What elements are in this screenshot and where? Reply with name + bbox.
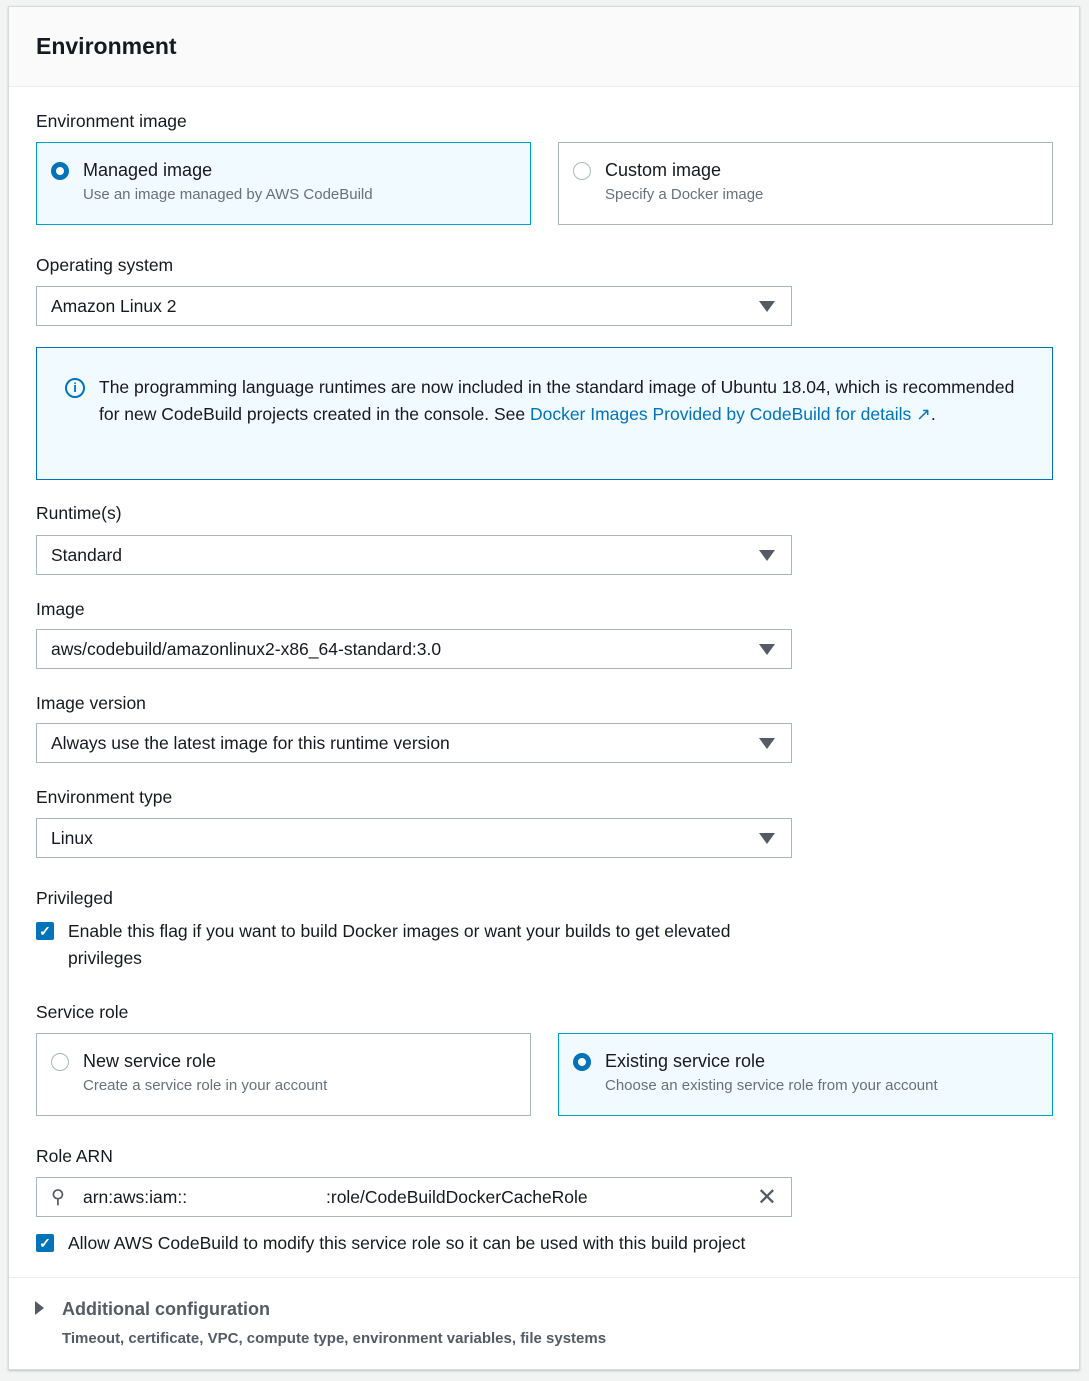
docker-images-link[interactable] [530, 404, 931, 424]
radio-unselected-icon [573, 162, 591, 180]
select-value: Amazon Linux 2 [51, 296, 177, 316]
info-text: The programming language runtimes are now included in the standard image of Ubuntu 18.04, which is recommended for new CodeBuild projects created in the console. See [99, 377, 1015, 424]
privileged-checkbox[interactable]: ✓ [36, 922, 54, 940]
radio-selected-icon [51, 162, 69, 180]
privileged-label: Privileged [36, 888, 113, 908]
link-text: Docker Images Provided by CodeBuild for details [529, 404, 912, 424]
existing-service-role-option[interactable] [558, 1033, 1053, 1116]
role-arn-input[interactable] [36, 1177, 792, 1217]
new-service-role-option[interactable] [36, 1033, 531, 1116]
caret-down-icon [759, 550, 775, 561]
radio-selected-icon [573, 1053, 591, 1071]
environment-type-label: Environment type [36, 787, 173, 807]
caret-down-icon [759, 301, 775, 312]
caret-down-icon [759, 644, 775, 655]
info-alert [36, 347, 1053, 480]
select-value: aws/codebuild/amazonlinux2-x86_64-standard:3.0 [51, 639, 442, 659]
caret-right-icon[interactable] [35, 1301, 44, 1315]
radio-unselected-icon [51, 1053, 69, 1071]
option-title: Existing service role [605, 1051, 766, 1071]
info-icon: i [65, 378, 85, 398]
service-role-label: Service role [36, 1002, 129, 1022]
environment-type-select[interactable] [36, 818, 792, 858]
allow-modify-label: Allow AWS CodeBuild to modify this service role so it can be used with this build project [68, 1233, 746, 1253]
privileged-checkbox-label: Enable this flag if you want to build Docker images or want your builds to get elevated privileges [68, 921, 731, 968]
image-version-select[interactable] [36, 723, 792, 763]
external-link-icon: ↗ [916, 404, 931, 424]
caret-down-icon [759, 738, 775, 749]
option-desc: Create a service role in your account [83, 1077, 328, 1094]
additional-configuration-desc: Timeout, certificate, VPC, compute type, environment variables, file systems [62, 1330, 607, 1347]
arn-suffix: :role/CodeBuildDockerCacheRole [326, 1187, 588, 1207]
panel-header [9, 7, 1079, 87]
custom-image-option[interactable] [558, 142, 1053, 225]
option-title: Custom image [605, 160, 722, 180]
image-select[interactable] [36, 629, 792, 669]
option-title: Managed image [83, 160, 213, 180]
image-label: Image [36, 599, 85, 619]
select-value: Linux [51, 828, 93, 848]
select-value: Always use the latest image for this runtime version [51, 733, 450, 753]
operating-system-label: Operating system [36, 255, 174, 275]
panel-title: Environment [36, 33, 177, 59]
managed-image-option[interactable] [36, 142, 531, 225]
select-value: Standard [51, 545, 123, 565]
environment-panel [8, 6, 1080, 1370]
search-icon: ⚲ [51, 1187, 65, 1208]
allow-modify-checkbox[interactable]: ✓ [36, 1234, 54, 1252]
info-after: . [930, 404, 936, 424]
option-desc: Specify a Docker image [605, 186, 764, 203]
runtimes-label: Runtime(s) [36, 503, 122, 523]
arn-prefix: arn:aws:iam:: [83, 1187, 188, 1207]
option-desc: Choose an existing service role from your account [605, 1077, 938, 1094]
operating-system-select[interactable] [36, 286, 792, 326]
caret-down-icon [759, 833, 775, 844]
additional-configuration-toggle[interactable]: Additional configuration [62, 1299, 270, 1319]
runtimes-select[interactable] [36, 535, 792, 575]
clear-icon[interactable]: ✕ [756, 1184, 777, 1211]
option-title: New service role [83, 1051, 217, 1071]
divider [9, 1277, 1079, 1278]
role-arn-label: Role ARN [36, 1146, 113, 1166]
option-desc: Use an image managed by AWS CodeBuild [83, 186, 373, 203]
environment-image-label: Environment image [36, 111, 187, 131]
image-version-label: Image version [36, 693, 146, 713]
